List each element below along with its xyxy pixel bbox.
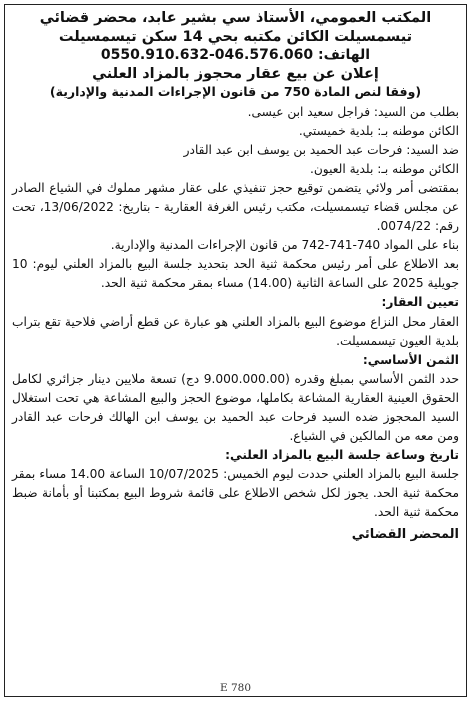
auction-date-description: جلسة البيع بالمزاد العلني حددت ليوم الخميس: 10/07/2025 الساعة 14.00 مساء بمقر محكمة ثنية الحد. يجوز لكل شخص الاطلاع على قائمة شروط البيع بمكتبنا أو بأمانة ضبط محكمة ثنية الحد. [12,467,460,520]
requester-address: الكائن موطنه بـ: بلدية خميستي. [298,123,459,138]
office-name: المكتب العمومي، الأستاذ سي بشير عابد، محضر قضائي [39,10,432,26]
legal-basis: بناء على المواد 740-741-742 من قانون الإجراءات المدنية والإدارية. [110,238,459,253]
reference-number: E 780 [219,682,252,694]
bailiff-signature: المحضر القضائي [351,526,459,542]
defendant: ضد السيد: فرحات عبد الحميد بن يوسف ابن عبد القادر [183,142,459,157]
law-reference: (وفقا لنص المادة 750 من قانون الإجراءات المدنية والإدارية) [49,84,422,99]
notice-body [12,103,459,544]
requester: بطلب من السيد: فراجل سعيد ابن عيسى. [247,104,459,119]
auction-date-heading: تاريخ وساعة جلسة البيع بالمزاد العلني: [225,448,459,463]
base-price-description: حدد الثمن الأساسي بمبلغ وقدره (9.000.000.00 دج) تسعة ملايين دينار جزائري لكامل الحقوق العينية العقارية المشاعة بكاملها، موضوع الحجز والبيع المشاعة هي تحت استغلال السيد المحجوز ضده السيد فرحات عبد الحميد بن يوسف ابن الهالك فرحات عبد القادر ومن معه من المالكين في الشياع. [12,371,459,444]
notice-title: إعلان عن بيع عقار محجوز بالمزاد العلني [92,65,379,82]
property-heading: تعيين العقار: [381,295,459,310]
notice-header [12,9,459,102]
base-price-heading: الثمن الأساسي: [362,352,459,367]
legal-notice [4,4,467,697]
office-address: تيسمسيلت الكائن مكتبه بحي 14 سكن تيسمسيلت [58,28,413,45]
office-phone: الهاتف: 046.576.060-0550.910.632 [100,47,371,63]
hearing-order: بعد الاطلاع على أمر رئيس محكمة ثنية الحد بتحديد جلسة البيع بالمزاد العلني ليوم: 10 جويلية 2025 على الساعة الثانية (14.00) مساء بمقر محكمة ثنية الحد. [12,257,459,291]
property-description: العقار محل النزاع موضوع البيع بالمزاد العلني هو عبارة عن قطع أراضي فلاحية تقع بتراب بلدية العيون تيسمسيلت. [12,314,459,348]
defendant-address: الكائن موطنه بـ: بلدية العيون. [309,161,459,176]
court-order: بمقتضى أمر ولائي يتضمن توقيع حجز تنفيذي على عقار مشهر مملوك في الشياع الصادر عن مجلس قضاء تيسمسيلت، مكتب رئيس الغرفة العقارية - بتاريخ: 13/06/2022، تحت رقم: 0074/22. [12,180,459,234]
